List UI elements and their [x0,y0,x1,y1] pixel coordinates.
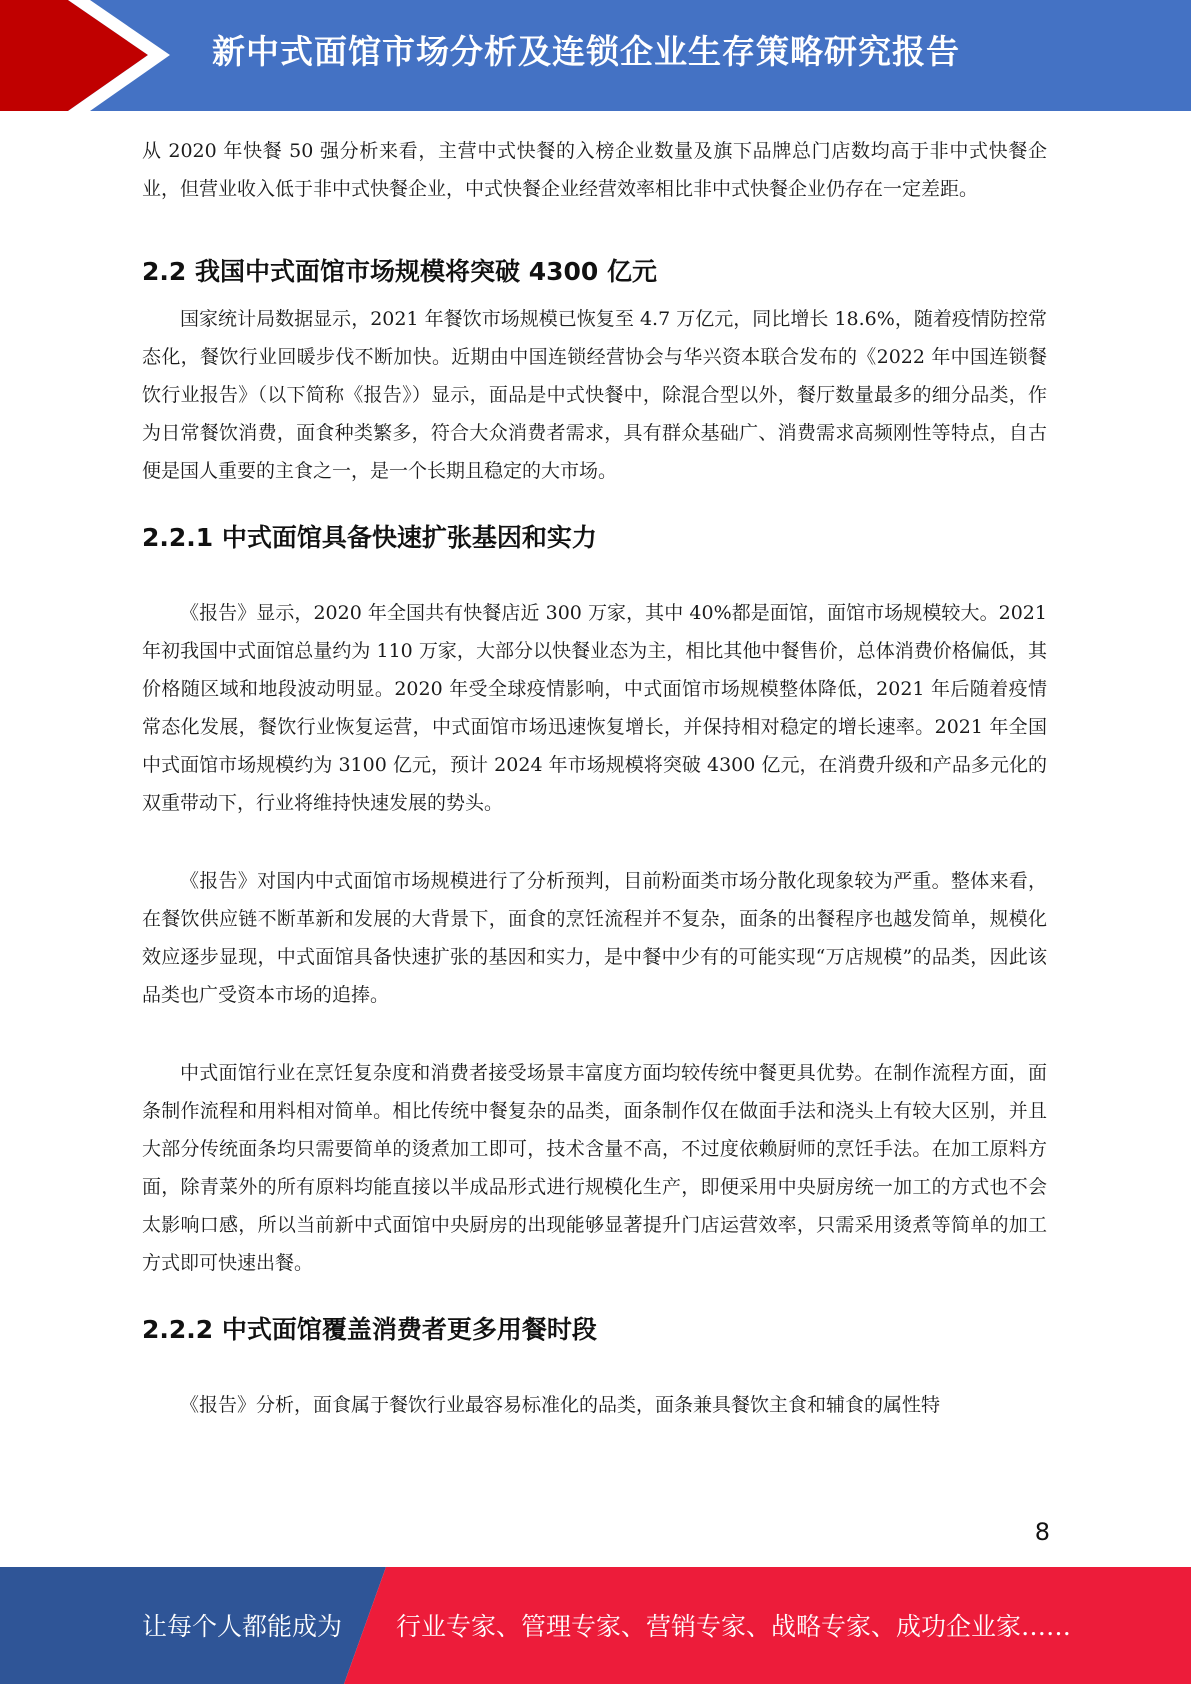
header-banner [0,0,1191,111]
section-2-2-1-paragraph-2: 《报告》对国内中式面馆市场规模进行了分析预判，目前粉面类市场分散化现象较为严重。整体来看，在餐饮供应链不断革新和发展的大背景下，面食的烹饪流程并不复杂，面条的出餐程序也越发简单，规模化效应逐步显现，中式面馆具备快速扩张的基因和实力，是中餐中少有的可能实现“万店规模”的品类，因此该品类也广受资本市场的追捧。 [142,870,1047,1006]
footer-slogan-right: 行业专家、管理专家、营销专家、战略专家、成功企业家…… [396,1612,1072,1641]
document-body [142,132,1047,1424]
section-2-2-1-paragraph-1: 《报告》显示，2020 年全国共有快餐店近 300 万家，其中 40%都是面馆，面馆市场规模较大。2021 年初我国中式面馆总量约为 110 万家，大部分以快餐业态为主，相比其他中餐售价，总体消费价格偏低，其价格随区域和地段波动明显。2020 年受全球疫情影响，中式面馆市场规模整体降低，2021 年后随着疫情常态化发展，餐饮行业恢复运营，中式面馆市场迅速恢复增长，并保持相对稳定的增长速率。2021 年全国中式面馆市场规模约为 3100 亿元，预计 2024 年市场规模将突破 4300 亿元，在消费升级和产品多元化的双重带动下，行业将维持快速发展的势头。 [142,602,1047,814]
section-2-2-2-paragraph: 《报告》分析，面食属于餐饮行业最容易标准化的品类，面条兼具餐饮主食和辅食的属性特 [180,1394,941,1416]
section-2-2-1-heading: 2.2.1 中式面馆具备快速扩张基因和实力 [142,523,597,552]
section-2-2-heading: 2.2 我国中式面馆市场规模将突破 4300 亿元 [142,257,657,286]
section-2-2-2-heading: 2.2.2 中式面馆覆盖消费者更多用餐时段 [142,1315,597,1344]
section-2-2-1-paragraph-3: 中式面馆行业在烹饪复杂度和消费者接受场景丰富度方面均较传统中餐更具优势。在制作流程方面，面条制作流程和用料相对简单。相比传统中餐复杂的品类，面条制作仅在做面手法和浇头上有较大区别，并且大部分传统面条均只需要简单的烫煮加工即可，技术含量不高，不过度依赖厨师的烹饪手法。在加工原料方面，除青菜外的所有原料均能直接以半成品形式进行规模化生产，即便采用中央厨房统一加工的方式也不会太影响口感，所以当前新中式面馆中央厨房的出现能够显著提升门店运营效率，只需采用烫煮等简单的加工方式即可快速出餐。 [142,1062,1047,1274]
page-number: 8 [1034,1518,1050,1546]
footer-slogan-left: 让每个人都能成为 [142,1612,343,1641]
report-title: 新中式面馆市场分析及连锁企业生存策略研究报告 [212,32,960,71]
footer-banner [0,1567,1191,1684]
intro-paragraph: 从 2020 年快餐 50 强分析来看，主营中式快餐的入榜企业数量及旗下品牌总门店数均高于非中式快餐企业，但营业收入低于非中式快餐企业，中式快餐企业经营效率相比非中式快餐企业仍存在一定差距。 [142,140,1047,200]
section-2-2-paragraph: 国家统计局数据显示，2021 年餐饮市场规模已恢复至 4.7 万亿元，同比增长 18.6%，随着疫情防控常态化，餐饮行业回暖步伐不断加快。近期由中国连锁经营协会与华兴资本联合发布的《2022 年中国连锁餐饮行业报告》（以下简称《报告》）显示，面品是中式快餐中，除混合型以外，餐厅数量最多的细分品类，作为日常餐饮消费，面食种类繁多，符合大众消费者需求，具有群众基础广、消费需求高频刚性等特点，自古便是国人重要的主食之一，是一个长期且稳定的大市场。 [142,308,1047,482]
